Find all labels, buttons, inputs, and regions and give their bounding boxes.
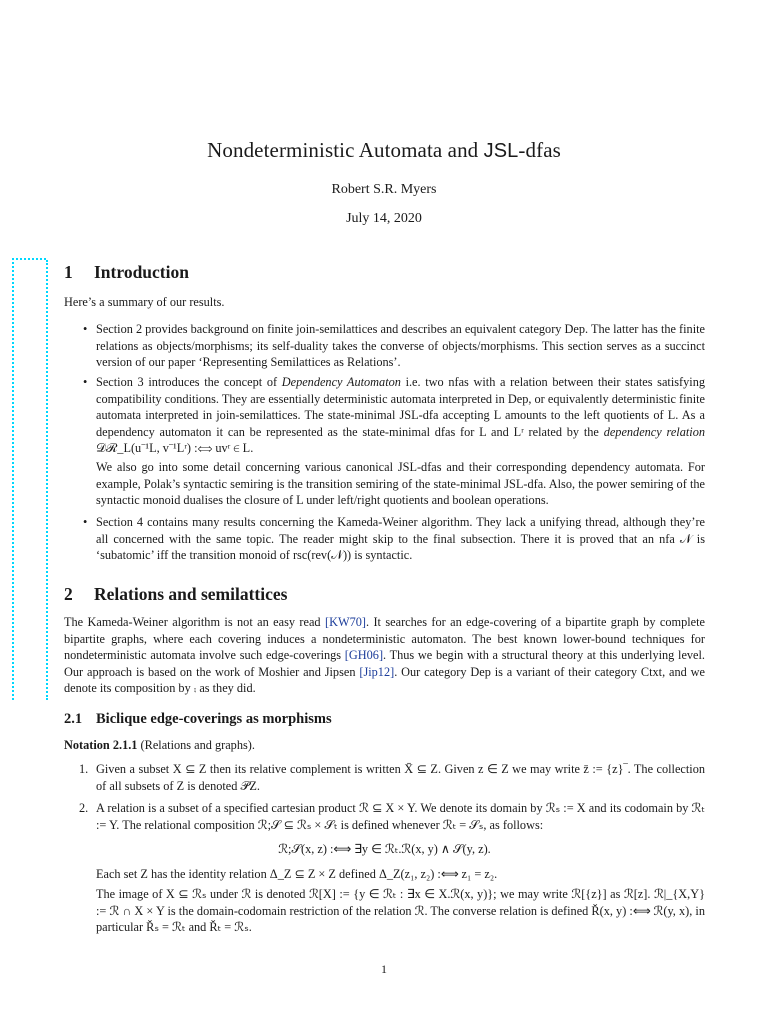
margin-marker bbox=[12, 258, 46, 700]
citation-link[interactable]: [KW70] bbox=[324, 615, 366, 629]
paper-page: Nondeterministic Automata and JSL-dfas Robert S.R. Myers July 14, 2020 1 Introduction Here’s a summary of our results. • Section 2 provides background on finite join-semilattices and describes an equivalent category Dep. The latter has the finite relations as objects/morphisms; its self-duality takes the converse of objects/morphisms. This section serves as a succinct version of our paper ‘Representing Semilattices as Relations’. • Section 3 introduces the concept of Dependency Automaton i.e. two nfas with a relation between their states satisfying compatibility conditions. They are essentially deterministic automata interpreted in Dep, or equivalently deterministic finite automata interpreted in join-semilattices. The state-minimal JSL-dfa accepting L amounts to the left quotients of L. As a dependency automaton it can be represented as the state-minimal dfas for L and Lʳ related by the dependency relation 𝒟ℛ_L(u⁻¹L, v⁻¹Lʳ) :⟺ uvʳ ∈ L. We also go into some detail concerning various canonical JSL-dfas and their corresponding dependency automata. For example, Polak’s syntactic semiring is the transition semiring of the state-minimal JSL-dfa. Also, the power semiring of the syntactic monoid dualises the closure of L under left/right quotients and boolean operations. • Section 4 contains many results concerning the Kameda-Weiner algorithm. They lack a unifying thread, although they’re all concerned with the same topic. The reader might skip to the final subsection. There it is proved that an nfa 𝒩 is ‘subatomic’ iff the transition monoid of rsc(rev(𝒩)) is syntactic. 2 Relations and semilattices The Kameda-Weiner algorithm is not an easy read [KW70]. It searches for an edge-covering of a bipartite graph by complete bipartite graphs, where each covering induces a nondeterministic automaton. The best known lower-bound techniques for nondeterministic automata involve such edge-coverings [GH06]. Thus we begin with a structural theory at this underlying level. Our approach is based on the work of Moshier and Jipsen [Jip12]. Our category Dep is a variant of their category Ctxt, and we denote its composition by ⨾ as they did. 2.1 Biclique edge-coverings as morphisms Notation 2.1.1 (Relations and graphs). 1. Given a subset X ⊆ Z then its relative complement is written X̄ ⊆ Z. Given z ∈ Z we may write z̄ := {z}‾. The collection of all subsets of Z is denoted 𝒫Z. 2. A relation is a subset of a specified cartesian product ℛ ⊆ X × Y. We denote its domain by ℛₛ := X and its codomain by ℛₜ := Y. The relational composition ℛ;𝒮 ⊆ ℛₛ × 𝒮ₜ is defined whenever ℛₜ = 𝒮ₛ, as follows: ℛ;𝒮(x, z) :⟺ ∃y ∈ ℛₜ.ℛ(x, y) ∧ 𝒮(y, z). Each set Z has the identity relation Δ_Z ⊆ Z × Z defined Δ_Z(z₁, z₂) :⟺ z₁ = z₂. The image of X ⊆ ℛₛ under ℛ is denoted ℛ[X] := {y ∈ ℛₜ : ∃x ∈ X.ℛ(x, y)}; we may write ℛ[{z}] as ℛ[z]. ℛ|_{X,Y} := ℛ ∩ X × Y is the domain-codomain restriction of the relation ℛ. The converse relation is defined Ř(x, y) :⟺ ℛ(y, x), in particular Řₛ = ℛₜ and Řₜ = ℛₛ. 1 bbox=[0, 0, 768, 1024]
section-2-paragraph: The Kameda-Weiner algorithm is not an easy read [KW70]. It searches for an edge-covering of a bipartite graph by complete bipartite graphs, where each covering induces a nondeterministic automaton. The best known lower-bound techniques for nondeterministic automata involve such edge-coverings [GH06]. Thus we begin with a structural theory at this underlying level. Our approach is based on the work of Moshier and Jipsen [Jip12]. Our category Dep is a variant of their category Ctxt, and we denote its composition by ⨾ as they did. bbox=[64, 615, 706, 696]
display-equation: ℛ;𝒮(x, z) :⟺ ∃y ∈ ℛₜ.ℛ(x, y) ∧ 𝒮(y, z). bbox=[278, 842, 491, 856]
list-item-continuation: The image of X ⊆ ℛₛ under ℛ is denoted ℛ[X] := {y ∈ ℛₜ : ∃x ∈ X.ℛ(x, y)}; we may write ℛ[{z}] as ℛ[z]. ℛ|_{X,Y} := ℛ ∩ X × Y is the domain-codomain restriction of the relation ℛ. The converse relation is defined Ř(x, y) :⟺ ℛ(y, x), in particular Řₛ = ℛₜ and Řₜ = ℛₛ. bbox=[96, 887, 705, 935]
paper-title: Nondeterministic Automata and JSL-dfas bbox=[207, 138, 561, 162]
author: Robert S.R. Myers bbox=[331, 182, 437, 197]
bullet-icon: • bbox=[83, 322, 88, 336]
list-item-continuation: Each set Z has the identity relation Δ_Z ⊆ Z × Z defined Δ_Z(z₁, z₂) :⟺ z₁ = z₂. bbox=[96, 867, 498, 881]
bullet-icon: • bbox=[83, 515, 88, 529]
date: July 14, 2020 bbox=[346, 211, 422, 226]
section-heading-introduction: 1 Introduction bbox=[64, 262, 189, 282]
bullet-icon: • bbox=[83, 375, 88, 389]
page-number: 1 bbox=[381, 962, 387, 976]
citation-link[interactable]: [GH06] bbox=[344, 648, 384, 663]
citation-link[interactable]: [Jip12] bbox=[359, 664, 395, 679]
title-jsl: JSL bbox=[483, 140, 519, 162]
notation-heading: Notation 2.1.1 (Relations and graphs). bbox=[64, 738, 255, 752]
subsection-heading-biclique: 2.1 Biclique edge-coverings as morphisms bbox=[64, 711, 332, 727]
section-heading-relations: 2 Relations and semilattices bbox=[64, 584, 288, 604]
intro-lead: Here’s a summary of our results. bbox=[64, 295, 225, 309]
list-item-continuation: We also go into some detail concerning various canonical JSL-dfas and their corresponding dependency automata. For example, Polak’s syntactic semiring is the transition semiring of the state-minimal JSL-dfa. Also, the power semiring of the syntactic monoid dualises the closure of L under left/right quotients and boolean operations. bbox=[96, 460, 705, 508]
